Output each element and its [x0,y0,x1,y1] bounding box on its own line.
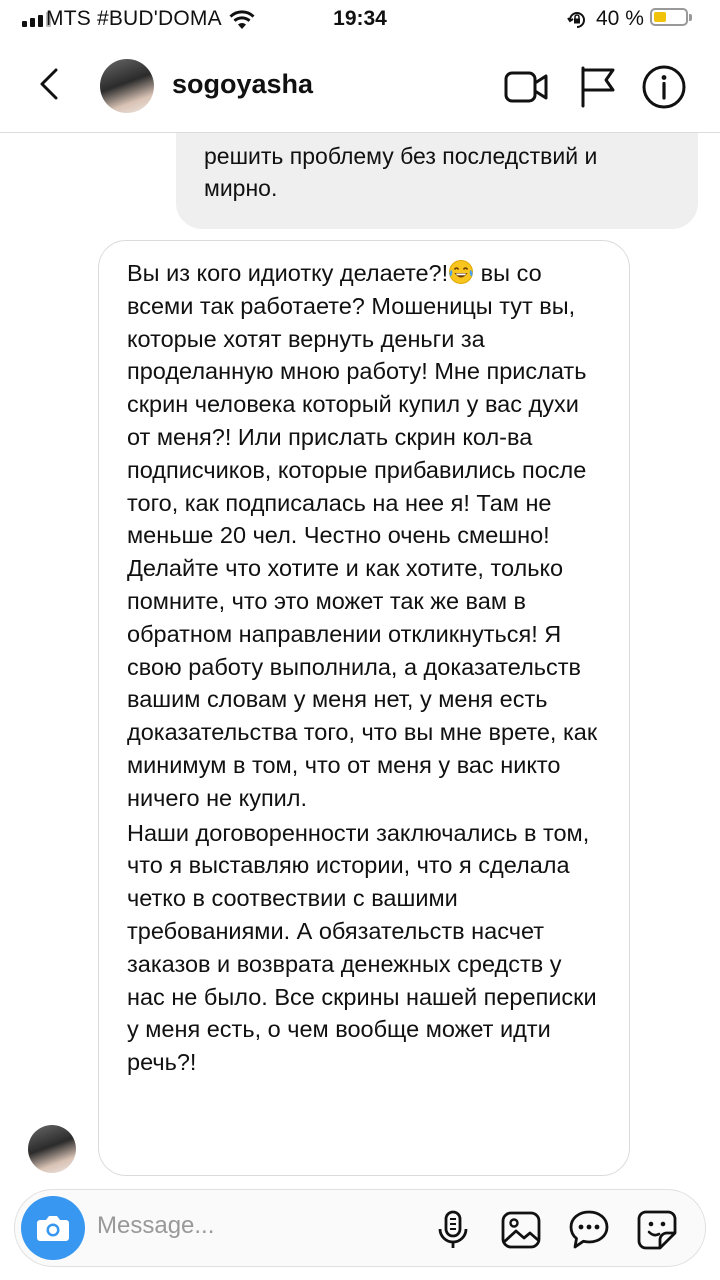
sender-avatar[interactable] [28,1125,76,1173]
message-composer [14,1189,706,1267]
chat-username[interactable]: sogoyasha [172,69,314,99]
back-arrow-icon[interactable] [30,64,70,104]
battery-fill [654,12,666,22]
gallery-icon[interactable] [499,1208,543,1252]
message-paragraph: Наши договоренности заключались в том, что я выставляю истории, что я сделала четко в соотвествии с вашими требованиями. А обязательств насчет заказов и возврата денежных средств у нас не было. Все скрины нашей переписки у меня есть, о чем вообще может идти речь?! [127,819,597,1076]
chat-header [0,40,720,133]
microphone-icon[interactable] [431,1208,475,1252]
message-paragraph: Вы из кого идиотку делаете?! вы со всеми так работаете? Мошеницы тут вы, которые хотят вернуть деньги за проделанную мною работу! Мне прислать скрин человека который купил у вас духи от меня?! Или прислать скрин кол-ва подписчиков, которые прибавились после того, как подписалась на нее я! Там не меньше 20 чел. Честно очень смешно! Делайте что хотите и как хотите, только помните, что это может так же вам в обратном направлении откликнуться! Я свою работу выполнила, а доказательств вашим словам у меня нет, у меня есть доказательства того, что вы мне врете, как минимум в том, что от меня у вас никто ничего не купил. [127,260,598,811]
chat-bubble-icon[interactable] [567,1208,611,1252]
video-call-icon[interactable] [503,64,549,110]
outgoing-message-text: решить проблему без последствий и мирно. [204,143,598,201]
rotation-lock-icon [566,9,588,31]
incoming-message[interactable] [98,240,630,1176]
battery-icon [650,8,688,26]
battery-percentage: 40 % [596,7,644,30]
message-input[interactable] [97,1212,397,1240]
flag-icon[interactable] [575,64,621,110]
info-icon[interactable] [641,64,687,110]
avatar[interactable] [100,59,154,113]
camera-icon [35,1213,71,1243]
status-bar [0,0,720,40]
carrier-name: MTS #BUD'DOMA [46,7,222,30]
tears-of-joy-emoji-icon [448,259,474,285]
camera-button[interactable] [21,1196,85,1260]
clock: 19:34 [333,7,387,30]
sticker-icon[interactable] [635,1208,679,1252]
